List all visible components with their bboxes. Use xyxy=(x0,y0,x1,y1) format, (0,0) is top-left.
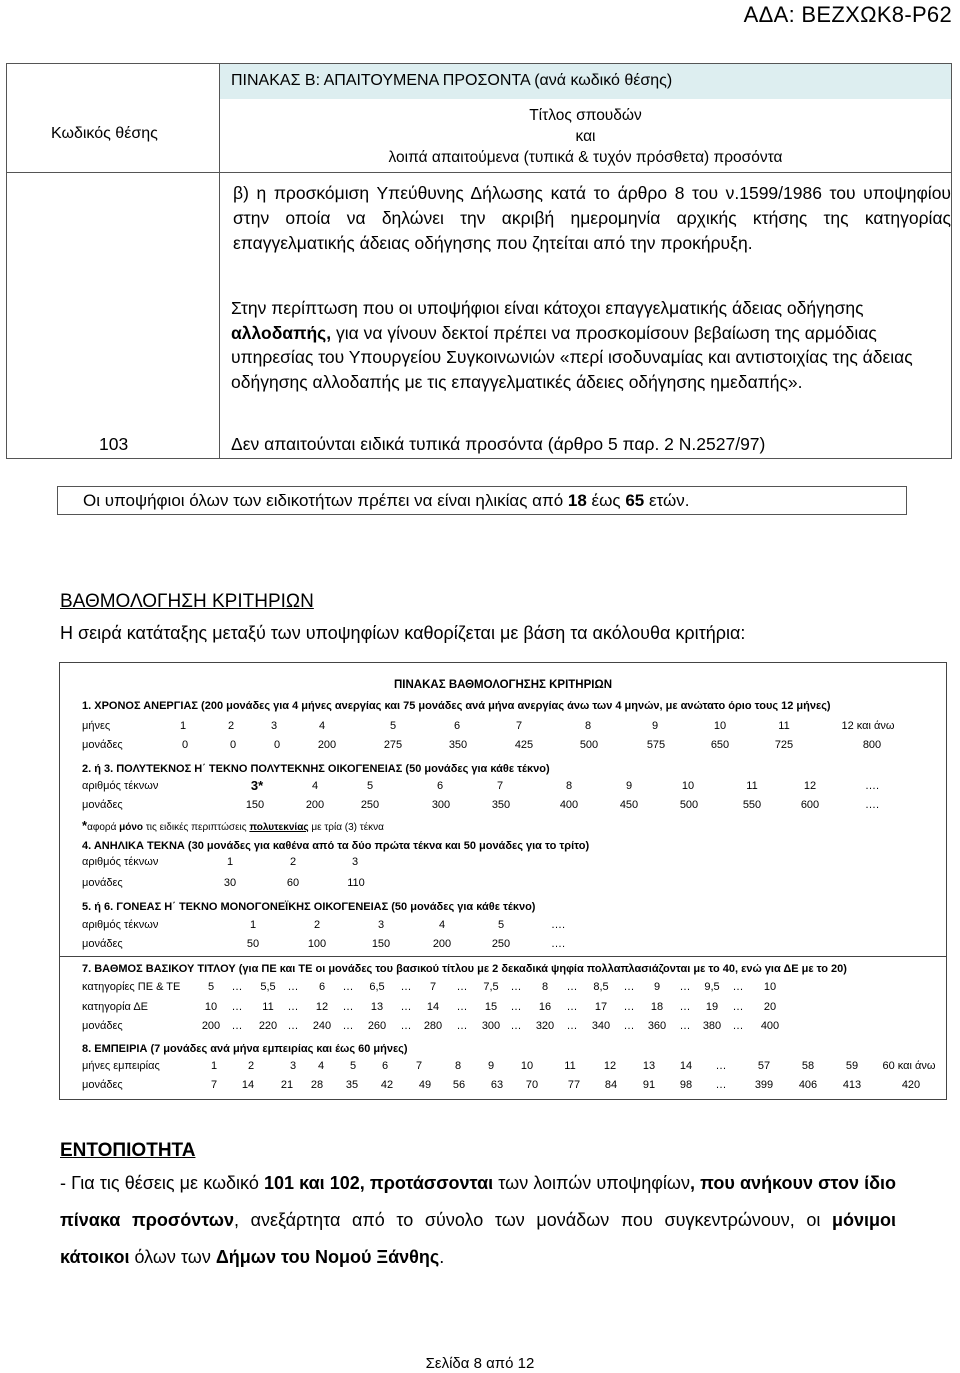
score-cell: 16 xyxy=(538,1001,552,1013)
score-cell: … xyxy=(623,1001,635,1013)
score-cell: 4 xyxy=(317,1060,325,1072)
score-cell: 400 xyxy=(559,799,579,811)
section-1-row1-label: μήνες xyxy=(82,720,111,732)
score-cell: … xyxy=(566,1020,578,1032)
score-cell: 9,5 xyxy=(704,981,720,993)
score-cell: 4 xyxy=(438,919,446,931)
section-4-row2-label: μονάδες xyxy=(82,877,123,889)
score-cell: 2 xyxy=(227,720,235,732)
table-b-title: ΠΙΝΑΚΑΣ Β: ΑΠΑΙΤΟΥΜΕΝΑ ΠΡΟΣΟΝΤΑ (ανά κωδικό θέσης) xyxy=(231,72,673,89)
score-cell: 8 xyxy=(565,780,573,792)
score-cell: 7 xyxy=(210,1079,218,1091)
score-cell: 12 xyxy=(603,1060,617,1072)
score-cell: 9 xyxy=(651,720,659,732)
note-a: αφορά xyxy=(87,822,120,833)
score-cell: … xyxy=(679,981,691,993)
table-b xyxy=(6,63,952,459)
score-cell: 300 xyxy=(481,1020,501,1032)
score-cell: 420 xyxy=(901,1079,921,1091)
score-cell: …. xyxy=(864,799,880,811)
ent-p11: . xyxy=(439,1247,445,1267)
section-8-row2-label: μονάδες xyxy=(82,1079,123,1091)
score-cell: 1 xyxy=(226,856,234,868)
score-cell: 9 xyxy=(653,981,661,993)
score-cell: 18 xyxy=(650,1001,664,1013)
score-cell: 10 xyxy=(520,1060,534,1072)
score-cell: … xyxy=(715,1060,727,1072)
section-5-row1-label: αριθμός τέκνων xyxy=(82,919,159,931)
score-cell: 200 xyxy=(201,1020,221,1032)
score-cell: 57 xyxy=(757,1060,771,1072)
score-cell: 250 xyxy=(491,938,511,950)
score-cell: … xyxy=(456,1001,468,1013)
column-header-code: Κωδικός θέσης xyxy=(51,125,158,142)
ent-p1: - Για τις θέσεις με κωδικό xyxy=(60,1173,264,1193)
score-cell: … xyxy=(566,981,578,993)
score-cell: 10 xyxy=(763,981,777,993)
score-cell: 56 xyxy=(452,1079,466,1091)
age-requirement-box xyxy=(57,486,907,515)
note-d: πολυτεκνίας xyxy=(249,822,309,833)
score-cell: 380 xyxy=(702,1020,722,1032)
score-cell: … xyxy=(510,981,522,993)
ent-p4: , που ανήκουν στον ίδιο πίνακα προσόντων xyxy=(60,1173,896,1230)
score-cell: 20 xyxy=(763,1001,777,1013)
score-cell: … xyxy=(342,1020,354,1032)
score-cell: 14 xyxy=(426,1001,440,1013)
score-cell: 42 xyxy=(380,1079,394,1091)
column-header-description xyxy=(220,105,951,168)
score-cell: 600 xyxy=(800,799,820,811)
score-cell: 725 xyxy=(774,739,794,751)
section-2-row2-label: μονάδες xyxy=(82,799,123,811)
score-cell: 5 xyxy=(349,1060,357,1072)
score-cell: 19 xyxy=(705,1001,719,1013)
score-cell: … xyxy=(400,1001,412,1013)
score-cell: 550 xyxy=(742,799,762,811)
score-cell: 6 xyxy=(318,981,326,993)
score-cell: … xyxy=(342,981,354,993)
score-cell: 200 xyxy=(305,799,325,811)
age-min: 18 xyxy=(567,491,587,510)
score-cell: 9 xyxy=(487,1060,495,1072)
score-cell: 3 xyxy=(377,919,385,931)
ent-p2: 101 και 102, προτάσσονται xyxy=(263,1173,494,1193)
score-cell: 7 xyxy=(429,981,437,993)
score-cell: … xyxy=(623,981,635,993)
section-8-row1-label: μήνες εμπειρίας xyxy=(82,1060,160,1072)
score-cell: 3 xyxy=(270,720,278,732)
score-cell: 84 xyxy=(604,1079,618,1091)
section-5-heading: 5. ή 6. ΓΟΝΕΑΣ Η΄ ΤΕΚΝΟ ΜΟΝΟΓΟΝΕΪΚΗΣ ΟΙΚΟΓΕΝΕΙΑΣ (50 μονάδες για κάθε τέκνο) xyxy=(82,901,536,913)
score-cell: 500 xyxy=(579,739,599,751)
score-cell: 350 xyxy=(448,739,468,751)
para-bold: αλλοδαπής, xyxy=(231,322,332,343)
score-cell: 70 xyxy=(525,1079,539,1091)
header-line-2: και xyxy=(575,128,596,145)
section-2-row1-label: αριθμός τέκνων xyxy=(82,780,159,792)
score-cell: …. xyxy=(550,938,566,950)
score-cell: 50 xyxy=(246,938,260,950)
score-cell: 1 xyxy=(179,720,187,732)
score-cell: 6,5 xyxy=(369,981,385,993)
score-cell: 200 xyxy=(432,938,452,950)
age-mid: έως xyxy=(586,491,626,510)
column-divider xyxy=(219,64,220,458)
score-cell: … xyxy=(510,1020,522,1032)
score-cell: 11 xyxy=(262,1001,274,1013)
score-cell: 110 xyxy=(347,877,365,889)
score-cell: 2 xyxy=(289,856,297,868)
section-7-row3-label: μονάδες xyxy=(82,1020,123,1032)
score-cell: 13 xyxy=(642,1060,656,1072)
score-cell: 11 xyxy=(564,1060,576,1072)
ent-p6: μόνιμοι κάτοικοι xyxy=(60,1210,897,1267)
ent-p5: , ανεξάρτητα από το σύνολο των μονάδων που συγκεντρώνουν, οι xyxy=(233,1210,832,1230)
position-code-103: 103 xyxy=(99,434,129,454)
score-cell: 30 xyxy=(223,877,237,889)
ada-code: ΑΔΑ: ΒΕΖΧΩΚ8-Ρ62 xyxy=(743,2,952,27)
score-cell: 260 xyxy=(367,1020,387,1032)
para-part-2: για να γίνουν δεκτοί πρέπει να προσκομίσουν βεβαίωση της αρμόδιας υπηρεσίας του Υπουργείου Συγκοινωνιών «περί ισοδυναμίας και αντιστοιχίας της άδειας οδήγησης αλλοδαπής με τις επαγγελματικές άδειες οδήγησης ημεδαπής». xyxy=(231,322,913,392)
score-cell: … xyxy=(679,1001,691,1013)
score-cell: 1 xyxy=(210,1060,218,1072)
score-cell: … xyxy=(400,1020,412,1032)
score-cell: 28 xyxy=(310,1079,324,1091)
score-cell: 58 xyxy=(801,1060,815,1072)
score-cell: … xyxy=(400,981,412,993)
score-cell: 2 xyxy=(313,919,321,931)
age-max: 65 xyxy=(625,491,645,510)
section-4-row1-label: αριθμός τέκνων xyxy=(82,856,159,868)
score-cell: 49 xyxy=(418,1079,432,1091)
locality-heading: ΕΝΤΟΠΙΟΤΗΤΑ xyxy=(60,1140,196,1161)
score-cell: 60 xyxy=(286,877,300,889)
score-cell: 98 xyxy=(679,1079,693,1091)
section-8-heading: 8. ΕΜΠΕΙΡΙΑ (7 μονάδες ανά μήνα εμπειρίας και έως 60 μήνες) xyxy=(82,1043,408,1055)
score-cell: … xyxy=(715,1079,727,1091)
section-7-row2-label: κατηγορία ΔΕ xyxy=(82,1001,148,1013)
score-cell: 340 xyxy=(591,1020,611,1032)
score-cell: 8 xyxy=(584,720,592,732)
score-cell: 2 xyxy=(247,1060,255,1072)
score-cell: 35 xyxy=(345,1079,359,1091)
score-cell: … xyxy=(342,1001,354,1013)
position-103-requirement: Δεν απαιτούνται ειδικά τυπικά προσόντα (άρθρο 5 παρ. 2 Ν.2527/97) xyxy=(231,434,766,454)
score-cell: … xyxy=(287,1020,299,1032)
score-cell: 5 xyxy=(497,919,505,931)
score-cell: … xyxy=(623,1020,635,1032)
header-divider xyxy=(7,172,951,173)
score-cell: … xyxy=(679,1020,691,1032)
score-cell: 4 xyxy=(318,720,326,732)
score-cell: 8 xyxy=(541,981,549,993)
ent-p8: Δήμων xyxy=(215,1247,277,1267)
section-5-row2-label: μονάδες xyxy=(82,938,123,950)
score-cell: 8,5 xyxy=(593,981,609,993)
score-cell: … xyxy=(732,1020,744,1032)
score-cell: … xyxy=(231,981,243,993)
score-cell: 280 xyxy=(423,1020,443,1032)
para-part-1: Στην περίπτωση που οι υποψήφιοι είναι κάτοχοι επαγγελματικής άδειας οδήγησης xyxy=(231,298,864,318)
score-cell: 10 xyxy=(681,780,695,792)
score-cell: … xyxy=(456,1020,468,1032)
score-cell: 3 xyxy=(351,856,359,868)
score-cell: … xyxy=(566,1001,578,1013)
ent-p7: όλων των xyxy=(129,1247,216,1267)
section-divider xyxy=(60,956,946,957)
section-1-row2-label: μονάδες xyxy=(82,739,123,751)
score-cell: 0 xyxy=(181,739,189,751)
requirement-b-text: β) η προσκόμιση Υπεύθυνης Δήλωσης κατά το άρθρο 8 του ν.1599/1986 του υποψηφίου στην οποία να δηλώνει την ακριβή ημερομηνία αρχικής κτήσης της κατηγορίας επαγγελματικής άδειας οδήγησης που ζητείται από την προκήρυξη. xyxy=(233,183,951,253)
score-cell: … xyxy=(732,981,744,993)
score-cell: 11 xyxy=(778,720,790,732)
score-cell: 5 xyxy=(366,780,374,792)
score-cell: 14 xyxy=(241,1079,255,1091)
score-cell: 5 xyxy=(207,981,215,993)
header-line-1: Τίτλος σπουδών xyxy=(529,107,642,124)
scoring-criteria-heading: ΒΑΘΜΟΛΟΓΗΣΗ ΚΡΙΤΗΡΙΩΝ xyxy=(60,591,314,612)
score-cell: 320 xyxy=(535,1020,555,1032)
score-cell: 12 και άνω xyxy=(841,720,895,732)
score-cell: 5,5 xyxy=(260,981,276,993)
score-cell: 300 xyxy=(431,799,451,811)
score-cell: 1 xyxy=(249,919,257,931)
score-cell: …. xyxy=(550,919,566,931)
score-cell: … xyxy=(231,1001,243,1013)
ent-p3: των λοιπών υποψηφίων xyxy=(493,1173,690,1193)
score-cell: 150 xyxy=(371,938,391,950)
score-cell: 12 xyxy=(315,1001,329,1013)
note-c: τις ειδικές περιπτώσεις xyxy=(143,822,250,833)
section-7-row1-label: κατηγορίες ΠΕ & ΤΕ xyxy=(82,981,181,993)
score-cell: 399 xyxy=(754,1079,774,1091)
score-cell: 91 xyxy=(642,1079,656,1091)
score-cell: 6 xyxy=(436,780,444,792)
score-cell: 400 xyxy=(760,1020,780,1032)
score-cell: 7 xyxy=(496,780,504,792)
score-cell: … xyxy=(287,1001,299,1013)
score-cell: 60 και άνω xyxy=(882,1060,936,1072)
section-2-note xyxy=(82,818,384,833)
score-cell: 406 xyxy=(798,1079,818,1091)
score-cell: 0 xyxy=(273,739,281,751)
score-cell: 15 xyxy=(484,1001,498,1013)
score-cell: 4 xyxy=(311,780,319,792)
score-cell: 77 xyxy=(567,1079,581,1091)
ent-p10: του Νομού Ξάνθης xyxy=(281,1247,440,1267)
locality-paragraph xyxy=(60,1165,896,1276)
score-cell: 425 xyxy=(514,739,534,751)
score-cell: 10 xyxy=(204,1001,218,1013)
scoring-table xyxy=(59,662,947,1100)
age-requirement-text xyxy=(83,491,690,511)
score-cell: 200 xyxy=(317,739,337,751)
score-cell: 575 xyxy=(646,739,666,751)
score-cell: …. xyxy=(864,780,880,792)
section-2-heading: 2. ή 3. ΠΟΛΥΤΕΚΝΟΣ Η΄ ΤΕΚΝΟ ΠΟΛΥΤΕΚΝΗΣ ΟΙΚΟΓΕΝΕΙΑΣ (50 μονάδες για κάθε τέκνο) xyxy=(82,763,550,775)
score-cell: 11 xyxy=(746,780,758,792)
score-cell: 3* xyxy=(250,778,264,793)
score-cell: 6 xyxy=(381,1060,389,1072)
score-cell: 0 xyxy=(229,739,237,751)
score-cell: 8 xyxy=(454,1060,462,1072)
score-cell: 7 xyxy=(415,1060,423,1072)
score-cell: 17 xyxy=(594,1001,608,1013)
score-cell: 500 xyxy=(679,799,699,811)
scoring-criteria-intro: Η σειρά κατάταξης μεταξύ των υποψηφίων καθορίζεται με βάση τα ακόλουθα κριτήρια: xyxy=(60,623,746,643)
score-cell: 360 xyxy=(647,1020,667,1032)
score-cell: 21 xyxy=(280,1079,294,1091)
score-cell: 7,5 xyxy=(483,981,499,993)
score-cell: 13 xyxy=(370,1001,384,1013)
score-cell: 250 xyxy=(360,799,380,811)
score-cell: 59 xyxy=(845,1060,859,1072)
score-cell: 800 xyxy=(862,739,882,751)
score-cell: 650 xyxy=(710,739,730,751)
score-cell: 240 xyxy=(312,1020,332,1032)
score-cell: … xyxy=(231,1020,243,1032)
score-cell: … xyxy=(287,981,299,993)
note-star: * xyxy=(82,818,88,833)
score-cell: 275 xyxy=(383,739,403,751)
section-1-heading: 1. ΧΡΟΝΟΣ ΑΝΕΡΓΙΑΣ (200 μονάδες για 4 μήνες ανεργίας και 75 μονάδες ανά μήνα ανεργίας άνω των 4 μηνών, με ανώτατο όριο τους 12 μήνες) xyxy=(82,700,831,712)
header-line-3: λοιπά απαιτούμενα (τυπικά & τυχόν πρόσθετα) προσόντα xyxy=(388,149,783,166)
score-cell: 350 xyxy=(491,799,511,811)
scoring-table-title: ΠΙΝΑΚΑΣ ΒΑΘΜΟΛΟΓΗΣΗΣ ΚΡΙΤΗΡΙΩΝ xyxy=(394,679,612,691)
score-cell: 5 xyxy=(389,720,397,732)
score-cell: 413 xyxy=(842,1079,862,1091)
score-cell: … xyxy=(456,981,468,993)
score-cell: 63 xyxy=(490,1079,504,1091)
score-cell: 12 xyxy=(803,780,817,792)
section-4-heading: 4. ΑΝΗΛΙΚΑ ΤΕΚΝΑ (30 μονάδες για καθένα από τα δύο πρώτα τέκνα και 50 μονάδες για το τρίτο) xyxy=(82,840,590,852)
foreign-license-paragraph xyxy=(231,296,931,394)
score-cell: 7 xyxy=(515,720,523,732)
score-cell: 6 xyxy=(453,720,461,732)
score-cell: … xyxy=(510,1001,522,1013)
age-pre: Οι υποψήφιοι όλων των ειδικοτήτων πρέπει να είναι ηλικίας από xyxy=(83,491,568,510)
score-cell: 100 xyxy=(307,938,327,950)
score-cell: 14 xyxy=(679,1060,693,1072)
age-post: ετών. xyxy=(644,491,690,510)
score-cell: 150 xyxy=(245,799,265,811)
score-cell: 450 xyxy=(619,799,639,811)
page-number: Σελίδα 8 από 12 xyxy=(425,1355,535,1372)
score-cell: … xyxy=(732,1001,744,1013)
note-e: με τρία (3) τέκνα xyxy=(308,822,384,833)
note-b: μόνο xyxy=(119,822,144,833)
score-cell: 3 xyxy=(289,1060,297,1072)
section-7-heading: 7. ΒΑΘΜΟΣ ΒΑΣΙΚΟΥ ΤΙΤΛΟΥ (για ΠΕ και ΤΕ οι μονάδες του βασικού τίτλου με 2 δεκαδικά ψηφία πολλαπλασιάζονται με το 40, ενώ για ΔΕ με το 20) xyxy=(82,963,847,975)
score-cell: 10 xyxy=(713,720,727,732)
score-cell: 9 xyxy=(625,780,633,792)
score-cell: 220 xyxy=(258,1020,278,1032)
